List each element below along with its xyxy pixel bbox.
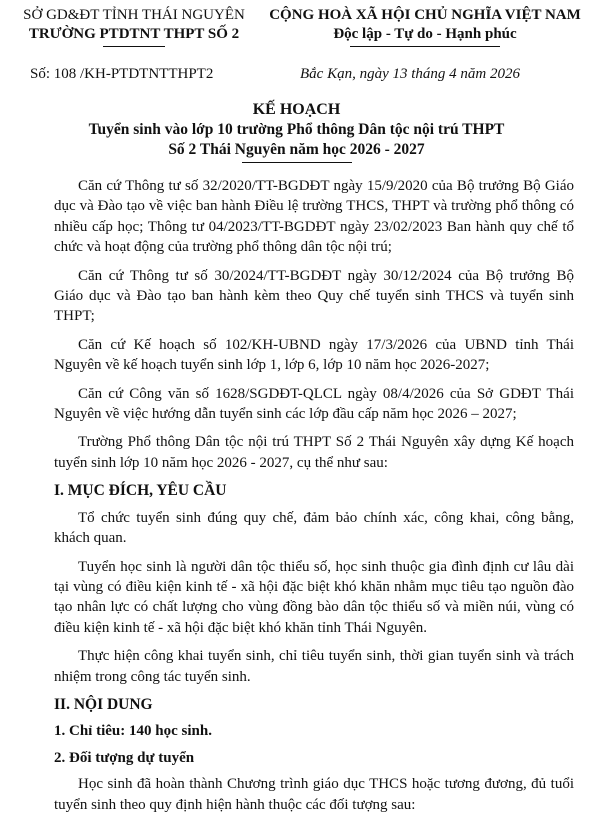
document-title <box>0 100 593 163</box>
section-heading-content: II. NỘI DUNG <box>54 695 153 713</box>
title-underline <box>242 162 352 163</box>
title-heading: KẾ HOẠCH <box>252 101 341 118</box>
document-number: Số: 108 /KH-PTDTNTTHPT2 <box>30 66 214 82</box>
paragraph-purpose-1: Tổ chức tuyển sinh đúng quy chế, đảm bảo chính xác, công khai, công bằng, khách quan. <box>54 509 574 547</box>
national-motto: Độc lập - Tự do - Hạnh phúc <box>333 26 517 42</box>
paragraph-basis-1: Căn cứ Thông tư số 32/2020/TT-BGDĐT ngày 15/9/2020 của Bộ trưởng Bộ Giáo dục và Đào tạo về việc ban hành Điều lệ trường THCS, THPT và trường phổ thông có nhiều cấp học; Thông tư 04/2023/TT-BGDĐT ngày 23/02/2023 Ban hành quy chế tổ chức và hoạt động của trường phổ thông dân tộc nội trú; <box>54 178 574 256</box>
paragraph-basis-2: Căn cứ Thông tư số 30/2024/TT-BGDĐT ngày 30/12/2024 của Bộ trưởng Bộ Giáo dục và Đào tạo ban hành kèm theo Quy chế tuyển sinh THCS và tuyển sinh THPT; <box>54 267 574 325</box>
title-subject-line1: Tuyển sinh vào lớp 10 trường Phổ thông Dân tộc nội trú THPT <box>88 121 505 138</box>
title-subject-line2: Số 2 Thái Nguyên năm học 2026 - 2027 <box>168 141 425 158</box>
school-name: TRƯỜNG PTDTNT THPT SỐ 2 <box>28 26 240 42</box>
motto-underline <box>350 46 500 47</box>
department-name: SỞ GD&ĐT TỈNH THÁI NGUYÊN <box>23 7 245 23</box>
country-name: CỘNG HOÀ XÃ HỘI CHỦ NGHĨA VIỆT NAM <box>269 7 581 23</box>
document-date: Bắc Kạn, ngày 13 tháng 4 năm 2026 <box>300 66 520 82</box>
national-motto-block <box>258 6 592 47</box>
paragraph-purpose-2: Tuyển học sinh là người dân tộc thiểu số, học sinh thuộc gia đình định cư lâu dài tại vùng có điều kiện kinh tế - xã hội đặc biệt khó khăn nhằm mục tiêu tạo nguồn đào tạo nhân lực có chất lượng cho vùng đồng bào dân tộc thiểu số và miền núi, vùng có điều kiện kinh tế - xã hội đặc biệt khó khăn tỉnh Thái Nguyên. <box>54 558 574 636</box>
subheading-eligibility: 2. Đối tượng dự tuyển <box>54 749 195 766</box>
paragraph-purpose-3: Thực hiện công khai tuyển sinh, chỉ tiêu tuyển sinh, thời gian tuyển sinh và trách nhiệm trong công tác tuyển sinh. <box>54 648 574 685</box>
paragraph-basis-4: Căn cứ Công văn số 1628/SGDĐT-QLCL ngày 08/4/2026 của Sở GDĐT Thái Nguyên về việc hướng dẫn tuyển sinh các lớp đầu cấp năm học 2026 – 2027; <box>54 385 574 423</box>
paragraph-basis-3: Căn cứ Kế hoạch số 102/KH-UBND ngày 17/3/2026 của UBND tỉnh Thái Nguyên về kế hoạch tuyển sinh lớp 1, lớp 6, lớp 10 năm học 2026-2027; <box>54 336 574 374</box>
paragraph-intro: Trường Phổ thông Dân tộc nội trú THPT Số 2 Thái Nguyên xây dựng Kế hoạch tuyển sinh lớp 10 năm học 2026 - 2027, cụ thể như sau: <box>54 434 574 471</box>
subheading-quota: 1. Chỉ tiêu: 140 học sinh. <box>54 723 212 740</box>
document-body <box>54 176 574 823</box>
issuing-authority-block <box>14 6 254 47</box>
paragraph-eligibility: Học sinh đã hoàn thành Chương trình giáo dục THCS hoặc tương đương, đủ tuổi tuyển sinh theo quy định hiện hành thuộc các đối tượng sau: <box>54 776 574 813</box>
school-name-underline <box>103 46 165 47</box>
section-heading-purpose: I. MỤC ĐÍCH, YÊU CẦU <box>54 482 227 500</box>
